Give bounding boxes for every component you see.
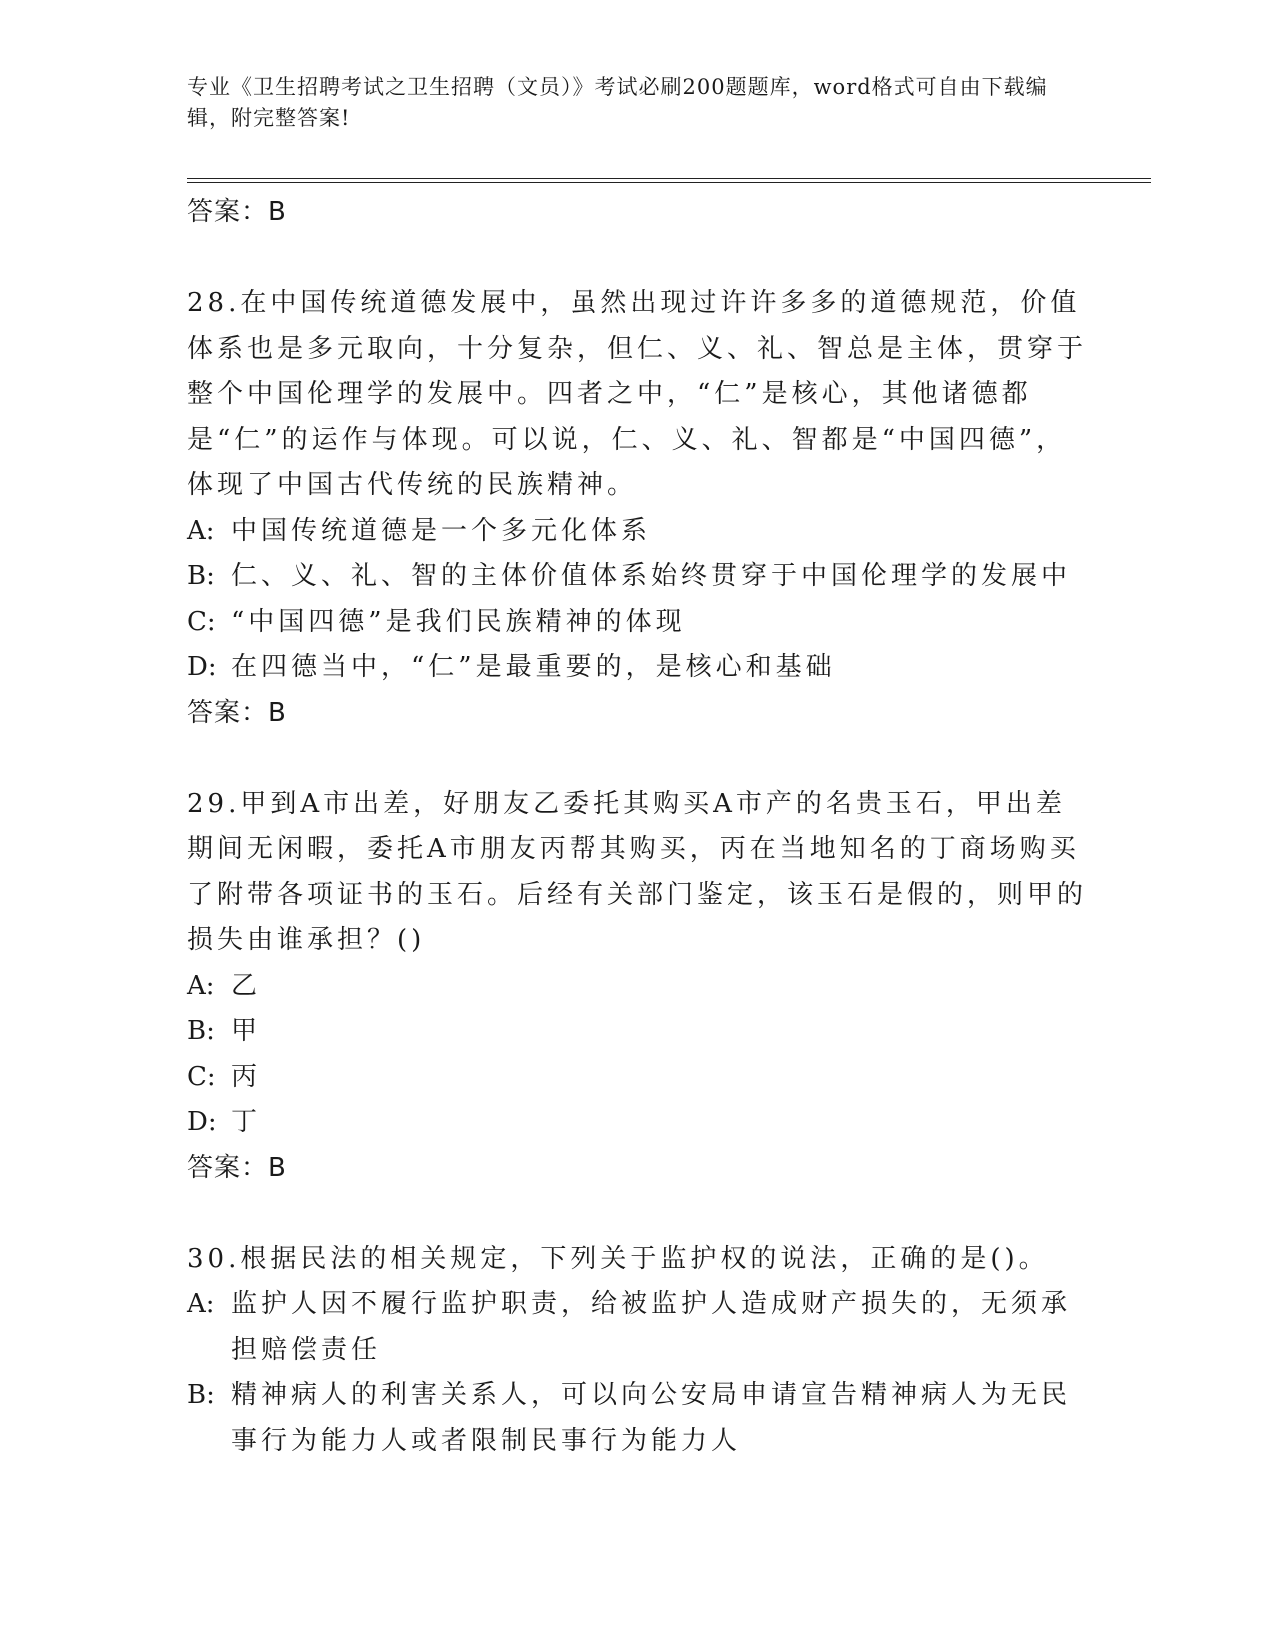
question-number: 28. [187, 288, 241, 318]
spacer [187, 1191, 1087, 1237]
option-text: 丁 [231, 1107, 262, 1137]
answer-line [187, 691, 1087, 737]
option-b [187, 1373, 1087, 1464]
option-letter: B: [187, 1380, 215, 1410]
option-text: 在四德当中，“仁”是最重要的，是核心和基础 [231, 652, 836, 682]
option-letter: A: [187, 515, 215, 546]
option-letter: D: [187, 1107, 217, 1137]
question-text: 甲到A市出差，好朋友乙委托其购买A市产的名贵玉石，甲出差期间无闲暇，委托A市朋友丙帮其购买，丙在当地知名的丁商场购买了附带各项证书的玉石。后经有关部门鉴定，该玉石是假的，则甲的损失由谁承担？() [187, 788, 1088, 955]
option-text: 中国传统道德是一个多元化体系 [231, 515, 652, 546]
option-text: 乙 [231, 970, 262, 1001]
option-text: 丙 [231, 1061, 262, 1092]
option-c [187, 600, 1087, 646]
header-divider [187, 178, 1151, 183]
option-text: 精神病人的利害关系人，可以向公安局申请宣告精神病人为无民事行为能力人或者限制民事行为能力人 [231, 1380, 1072, 1456]
option-a [187, 1282, 1087, 1373]
option-text: “中国四德”是我们民族精神的体现 [231, 606, 686, 637]
answer-line [187, 1146, 1087, 1192]
option-letter: D: [187, 652, 217, 682]
option-a [187, 964, 1087, 1010]
option-d [187, 645, 1087, 691]
answer-value: B [268, 197, 286, 227]
option-d [187, 1100, 1087, 1146]
answer-value: B [268, 1152, 286, 1183]
option-letter: B: [187, 561, 215, 591]
spacer [187, 736, 1087, 782]
document-content [187, 190, 1087, 1464]
page-header: 专业《卫生招聘考试之卫生招聘（文员）》考试必刷200题题库，word格式可自由下载编辑，附完整答案! [187, 75, 1048, 130]
option-c [187, 1055, 1087, 1101]
answer-label: 答案： [187, 197, 269, 227]
option-text: 仁、义、礼、智的主体价值体系始终贯穿于中国伦理学的发展中 [231, 561, 1072, 591]
answer-value: B [268, 697, 286, 728]
option-text: 甲 [231, 1016, 262, 1046]
question-stem [187, 1237, 1087, 1283]
answer-line [187, 190, 1087, 236]
question-stem [187, 782, 1087, 964]
question-number: 30. [187, 1243, 241, 1274]
option-letter: B: [187, 1016, 215, 1046]
option-b [187, 554, 1087, 600]
spacer [187, 236, 1087, 282]
question-number: 29. [187, 788, 241, 819]
option-letter: C: [187, 606, 216, 637]
question-stem [187, 281, 1087, 509]
option-letter: C: [187, 1061, 216, 1092]
option-letter: A: [187, 970, 215, 1001]
option-text: 监护人因不履行监护职责，给被监护人造成财产损失的，无须承担赔偿责任 [231, 1289, 1072, 1365]
question-text: 根据民法的相关规定，下列关于监护权的说法，正确的是()。 [240, 1243, 1049, 1274]
answer-label: 答案： [187, 697, 269, 728]
option-letter: A: [187, 1289, 215, 1319]
option-b [187, 1009, 1087, 1055]
option-a [187, 509, 1087, 555]
answer-label: 答案： [187, 1152, 269, 1183]
question-text: 在中国传统道德发展中，虽然出现过许许多多的道德规范，价值体系也是多元取向，十分复杂，但仁、义、礼、智总是主体，贯穿于整个中国伦理学的发展中。四者之中，“仁”是核心，其他诸德都是“仁”的运作与体现。可以说，仁、义、礼、智都是“中国四德”，体现了中国古代传统的民族精神。 [187, 288, 1088, 500]
